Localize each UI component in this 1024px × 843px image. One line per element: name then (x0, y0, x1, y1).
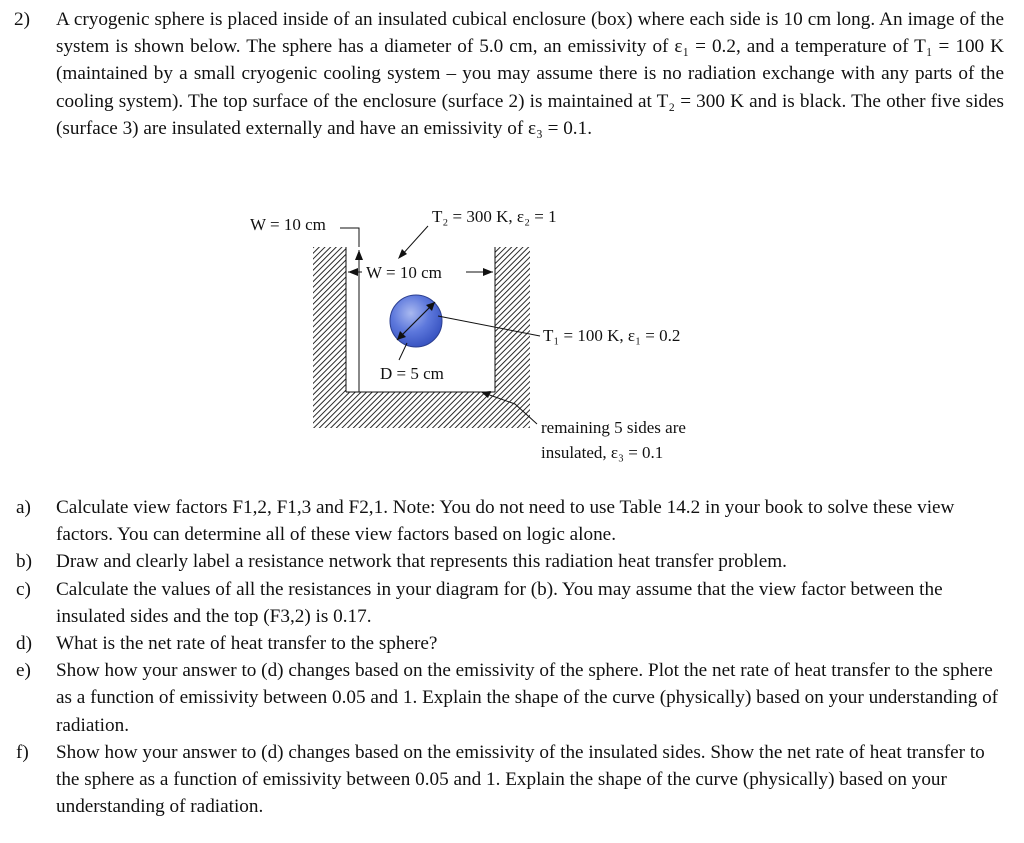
question-text: Draw and clearly label a resistance network that represents this radiation heat transfer problem. (56, 551, 787, 573)
inner-width-label: W = 10 cm (366, 263, 442, 282)
outer-width-label: W = 10 cm (250, 215, 326, 234)
question-label: e) (16, 660, 31, 682)
sphere-label: T₁ = 100 K, ε₁ = 0.2 (543, 326, 681, 345)
top-surface-label: T₂ = 300 K, ε₂ = 1 (432, 207, 557, 226)
question-item (16, 548, 1006, 575)
outer-width-leader (340, 228, 359, 247)
question-text: What is the net rate of heat transfer to the sphere? (56, 633, 438, 655)
question-item (16, 494, 1006, 548)
left-wall (313, 247, 346, 410)
problem-text: A cryogenic sphere is placed inside of an insulated cubical enclosure (box) where each side is 10 cm long. An image of the system is shown below. The sphere has a diameter of 5.0 cm, an emissivity of ε₁ = 0.2, and a temperature of T₁ = 100 K (maintained by a small cryogenic cooling system – you may assume there is no radiation exchange with any parts of the cooling system). The top surface of the enclosure (surface 2) is maintained at T₂ = 300 K and is black. The other five sides (surface 3) are insulated externally and have an emissivity of ε₃ = 0.1. (56, 9, 1004, 139)
question-item (16, 657, 1006, 739)
question-text: Calculate the values of all the resistances in your diagram for (b). You may assume that the view factor between the insulated sides and the top (F3,2) is 0.17. (56, 578, 943, 627)
question-label: c) (16, 578, 31, 600)
question-label: a) (16, 497, 31, 518)
question-label: b) (16, 551, 32, 573)
diameter-label: D = 5 cm (380, 364, 444, 383)
sides-label-line1: remaining 5 sides are (541, 418, 686, 437)
question-text: Show how your answer to (d) changes based on the emissivity of the sphere. Plot the net rate of heat transfer to the sphere as a function of emissivity between 0.05 and 1. Explain the shape of the curve (physically) based on your understanding of radiation. (56, 660, 999, 736)
sides-label-line2: insulated, ε₃ = 0.1 (541, 443, 664, 462)
problem-number: 2) (14, 9, 30, 30)
question-text: Calculate view factors F1,2, F1,3 and F2,1. Note: You do not need to use Table 14.2 in your book to solve these view factors. You can determine all of these view factors based on logic alone. (56, 497, 955, 546)
question-list (16, 494, 1006, 820)
question-item (16, 630, 1006, 657)
question-item (16, 576, 1006, 630)
question-label: d) (16, 633, 32, 655)
question-item (16, 739, 1006, 821)
question-label: f) (16, 741, 29, 763)
question-text: Show how your answer to (d) changes based on the emissivity of the insulated sides. Show the net rate of heat transfer to the sphere as a function of emissivity between 0.05 and 1. Explain the shape of the curve (physically) based on your understanding of radiation. (56, 741, 985, 818)
